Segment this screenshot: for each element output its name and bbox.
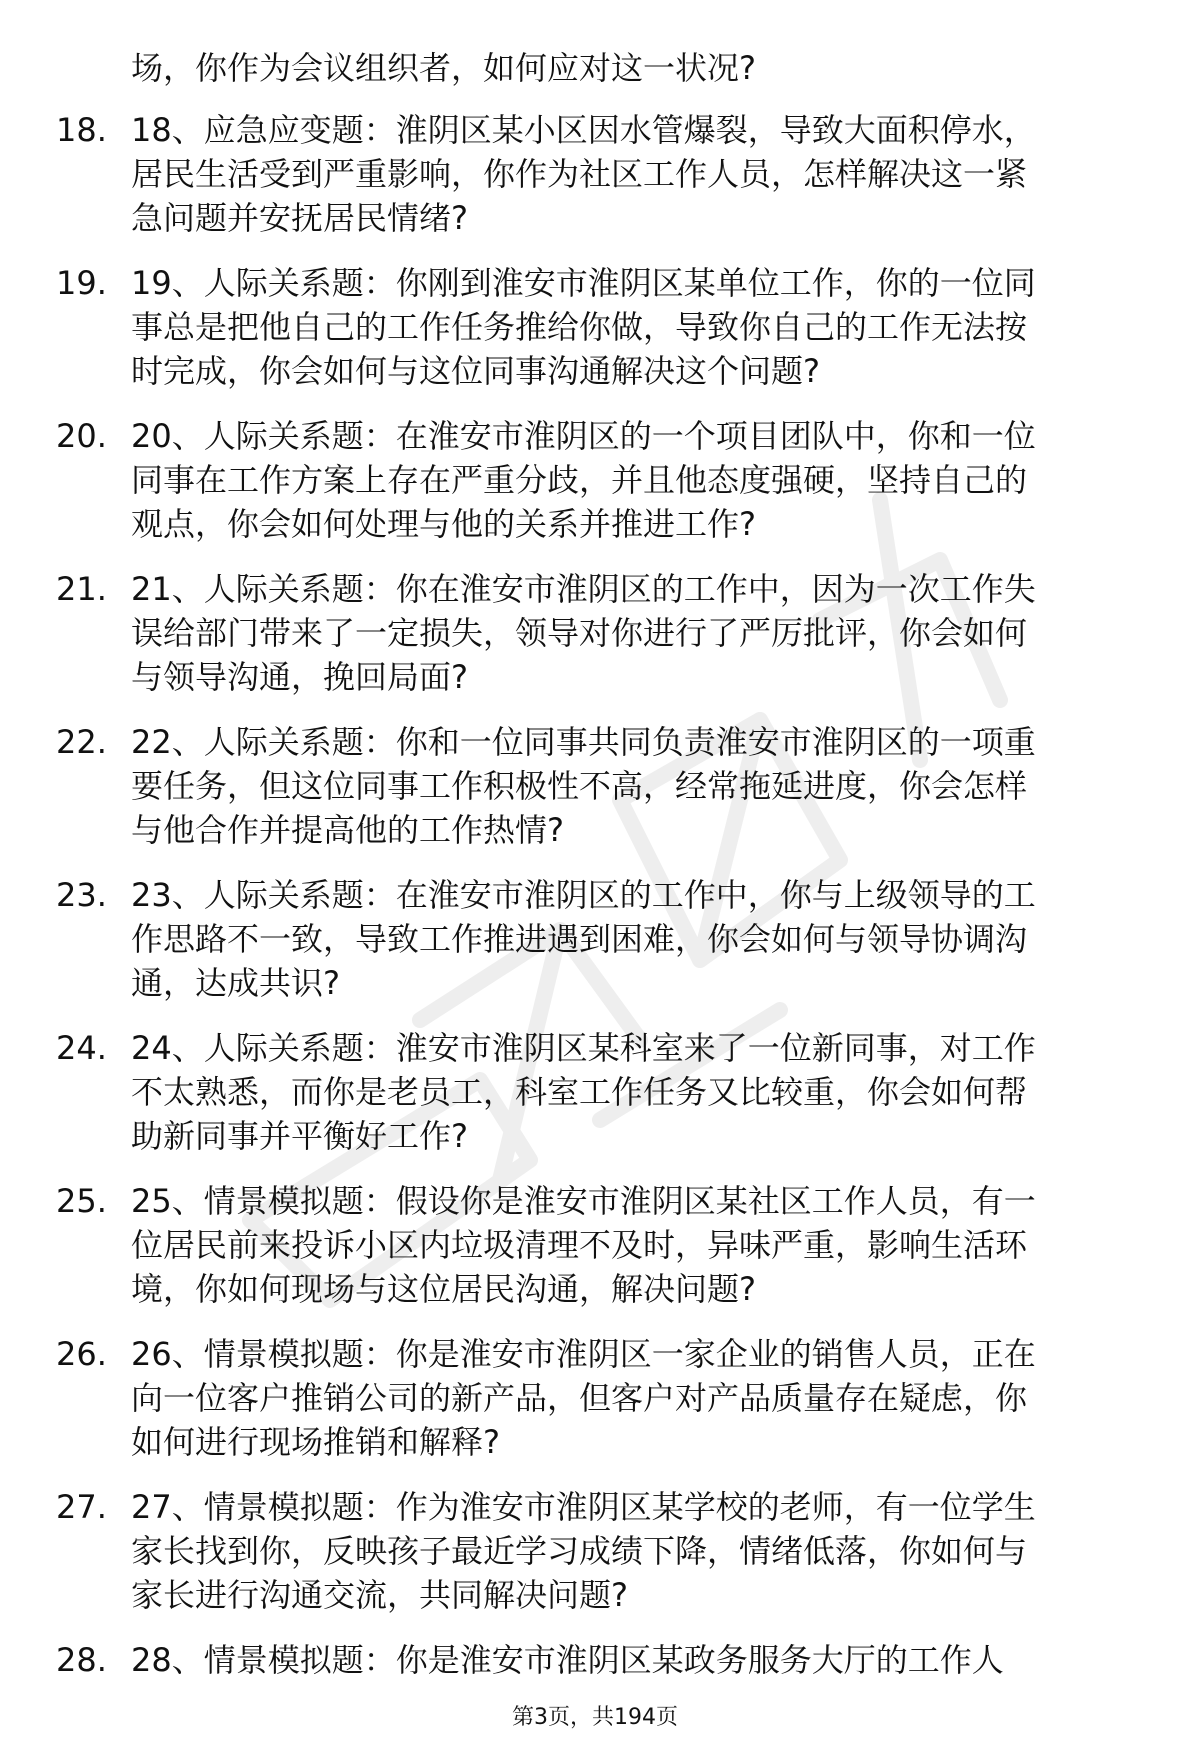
- question-item: [56, 720, 1146, 852]
- question-list: [56, 108, 1146, 1703]
- question-item: [56, 108, 1146, 240]
- question-text-line: 作思路不一致，导致工作推进遇到困难，你会如何与领导协调沟: [131, 920, 1028, 958]
- question-text-line: 事总是把他自己的工作任务推给你做，导致你自己的工作无法按: [131, 308, 1028, 346]
- question-number: 18.: [56, 111, 107, 149]
- question-item: [56, 414, 1146, 546]
- continuation-text: 场，你作为会议组织者，如何应对这一状况?: [131, 49, 756, 87]
- question-text-line: 境，你如何现场与这位居民沟通，解决问题?: [131, 1270, 756, 1308]
- question-number: 19.: [56, 264, 107, 302]
- question-item: [56, 1485, 1146, 1617]
- question-text-line: 与领导沟通，挽回局面?: [131, 658, 468, 696]
- question-item: [56, 1638, 1146, 1682]
- question-number: 27.: [56, 1488, 107, 1526]
- page-footer: 第3页，共194页: [512, 1705, 678, 1730]
- question-text-line: 助新同事并平衡好工作?: [131, 1117, 468, 1155]
- question-item: [56, 1179, 1146, 1311]
- question-number: 24.: [56, 1029, 107, 1067]
- question-text-line: 19、人际关系题：你刚到淮安市淮阴区某单位工作，你的一位同: [131, 264, 1036, 302]
- question-number: 23.: [56, 876, 107, 914]
- question-item: [56, 1332, 1146, 1464]
- question-text-line: 24、人际关系题：淮安市淮阴区某科室来了一位新同事，对工作: [131, 1029, 1036, 1067]
- question-text-line: 观点，你会如何处理与他的关系并推进工作?: [131, 505, 756, 543]
- question-text-line: 28、情景模拟题：你是淮安市淮阴区某政务服务大厅的工作人: [131, 1641, 1004, 1679]
- question-number: 26.: [56, 1335, 107, 1373]
- question-text-line: 25、情景模拟题：假设你是淮安市淮阴区某社区工作人员，有一: [131, 1182, 1036, 1220]
- question-text-line: 要任务，但这位同事工作积极性不高，经常拖延进度，你会怎样: [131, 767, 1028, 805]
- question-text-line: 通，达成共识?: [131, 964, 340, 1002]
- question-text-line: 误给部门带来了一定损失，领导对你进行了严厉批评，你会如何: [131, 614, 1028, 652]
- question-text-line: 20、人际关系题：在淮安市淮阴区的一个项目团队中，你和一位: [131, 417, 1036, 455]
- question-number: 22.: [56, 723, 107, 761]
- question-number: 21.: [56, 570, 107, 608]
- question-text-line: 27、情景模拟题：作为淮安市淮阴区某学校的老师，有一位学生: [131, 1488, 1036, 1526]
- question-text-line: 18、应急应变题：淮阴区某小区因水管爆裂，导致大面积停水，: [131, 111, 1036, 149]
- question-item: [56, 567, 1146, 699]
- question-item: [56, 261, 1146, 393]
- question-number: 25.: [56, 1182, 107, 1220]
- question-text-line: 22、人际关系题：你和一位同事共同负责淮安市淮阴区的一项重: [131, 723, 1036, 761]
- question-text-line: 同事在工作方案上存在严重分歧，并且他态度强硬，坚持自己的: [131, 461, 1028, 499]
- question-text-line: 26、情景模拟题：你是淮安市淮阴区一家企业的销售人员，正在: [131, 1335, 1036, 1373]
- question-number: 28.: [56, 1641, 107, 1679]
- question-text-line: 家长找到你，反映孩子最近学习成绩下降，情绪低落，你如何与: [131, 1532, 1028, 1570]
- question-text-line: 位居民前来投诉小区内垃圾清理不及时，异味严重，影响生活环: [131, 1226, 1028, 1264]
- question-number: 20.: [56, 417, 107, 455]
- question-text-line: 21、人际关系题：你在淮安市淮阴区的工作中，因为一次工作失: [131, 570, 1036, 608]
- question-item: [56, 1026, 1146, 1158]
- question-text-line: 家长进行沟通交流，共同解决问题?: [131, 1576, 628, 1614]
- question-item: [56, 873, 1146, 1005]
- question-text-line: 不太熟悉，而你是老员工，科室工作任务又比较重，你会如何帮: [131, 1073, 1028, 1111]
- question-text-line: 时完成，你会如何与这位同事沟通解决这个问题?: [131, 352, 820, 390]
- question-text-line: 居民生活受到严重影响，你作为社区工作人员，怎样解决这一紧: [131, 155, 1028, 193]
- question-text-line: 向一位客户推销公司的新产品，但客户对产品质量存在疑虑，你: [131, 1379, 1028, 1417]
- question-text-line: 23、人际关系题：在淮安市淮阴区的工作中，你与上级领导的工: [131, 876, 1036, 914]
- question-text-line: 与他合作并提高他的工作热情?: [131, 811, 564, 849]
- question-text-line: 急问题并安抚居民情绪?: [131, 199, 468, 237]
- question-text-line: 如何进行现场推销和解释?: [131, 1423, 500, 1461]
